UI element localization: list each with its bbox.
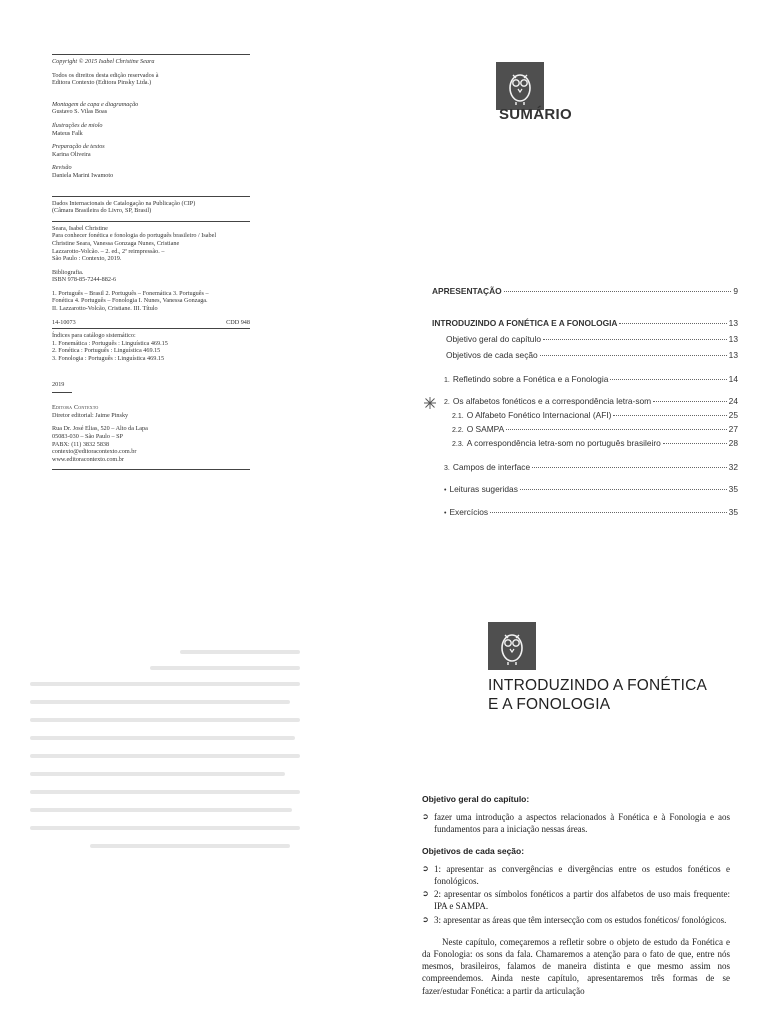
arrow-bullet-icon: ➲: [422, 914, 429, 924]
objectives-heading: Objetivos de cada seção:: [422, 845, 525, 856]
toc-entry[interactable]: • Exercícios 35: [444, 507, 738, 517]
toc-entry[interactable]: 1. Refletindo sobre a Fonética e a Fonologia 14: [444, 374, 738, 384]
arrow-bullet-icon: ➲: [422, 863, 429, 873]
publisher: Editora Contexto Diretor editorial: Jaime Pinsky: [52, 404, 129, 419]
credit-revision: Revisão Daniela Marini Iwamoto: [52, 164, 114, 179]
arrow-bullet-icon: ➲: [422, 889, 429, 899]
objective-item: ➲ 1: apresentar as convergências e divergências entre os estudos fonéticos e fonológicos.: [422, 863, 730, 887]
toc-entry[interactable]: INTRODUZINDO A FONÉTICA E A FONOLOGIA 13: [432, 318, 738, 328]
copyright-page: [52, 54, 250, 473]
owl-icon: [488, 622, 536, 670]
publisher-address: Rua Dr. José Elias, 520 – Alto da Lapa 05083-030 – São Paulo – SP PABX: (11) 3832 5838 contexto@editoracontexto.com.br www.editoracontexto.com.br: [52, 425, 148, 463]
intro-paragraph: Neste capítulo, começaremos a refletir sobre o objeto de estudo da Fonética e da Fonologia: os sons da fala. Chamaremos a atenção para o fato de que, entre nós mesmos, brasileiros, falamos de maneira distinta e que mesmo assim nos compreendemos. Ainda neste capítulo, apresentaremos três formas de se fazer/estudar Fonética: a partir da articulação: [422, 936, 730, 996]
objective-item: ➲ 2: apresentar os símbolos fonéticos a partir dos alfabetos de uso mais frequente: IPA e SAMPA.: [422, 889, 730, 912]
bleed-through-texture: [30, 570, 310, 870]
chapter-title: INTRODUZINDO A FONÉTICA E A FONOLOGIA: [488, 677, 708, 713]
toc-entry[interactable]: Objetivo geral do capítulo 13: [446, 334, 738, 344]
rights-notice: Todos os direitos desta edição reservados à Editora Contexto (Editora Pinsky Ltda.): [52, 71, 159, 87]
catalog-numbers: 14-10073 CDD 948: [52, 318, 250, 326]
print-year: 2019: [52, 380, 65, 388]
credit-preparation: Preparação de textos Karina Oliveira: [52, 143, 105, 158]
owl-icon: [496, 62, 544, 110]
cip-heading: Dados Internacionais de Catalogação na Publicação (CIP) (Câmara Brasileira do Livro, SP, Brasil): [52, 199, 196, 215]
toc-entry[interactable]: Objetivos de cada seção 13: [446, 350, 738, 360]
copyright-line: Copyright © 2015 Isabel Christine Seara: [52, 58, 155, 65]
goal-heading: Objetivo geral do capítulo:: [422, 794, 530, 804]
toc-entry[interactable]: 3. Campos de interface 32: [444, 462, 738, 472]
toc-entry[interactable]: APRESENTAÇÃO 9: [432, 286, 738, 296]
summary-title: SUMÁRIO: [499, 106, 572, 123]
arrow-bullet-icon: ➲: [422, 812, 429, 822]
subjects: 1. Português – Brasil 2. Português – Fonemática 3. Português – Fonética 4. Português – Fonologia I. Nunes, Vanessa Gonzaga. II. Lazzarotto-Volcão, Cristiane. III. Título: [52, 289, 209, 313]
toc-entry[interactable]: 2. Os alfabetos fonéticos e a correspondência letra-som 24: [444, 396, 738, 406]
goal-item: ➲ fazer uma introdução a aspectos relacionados à Fonética e à Fonologia e aos fundamentos para a iniciação nessas áreas.: [422, 812, 730, 835]
bibliography: Bibliografia. ISBN 978-85-7244-882-6: [52, 268, 117, 284]
toc-entry[interactable]: 2.2. O SAMPA 27: [452, 424, 738, 434]
objective-item: ➲ 3: apresentar as áreas que têm intersecção com os estudos fonéticos/ fonológicos.: [422, 914, 727, 925]
catalog-entry: Seara, Isabel Christine Para conhecer fonética e fonologia do português brasileiro / Isabel Christine Seara, Vanessa Gonzaga Nunes, Cristiane Lazzarotto-Volcão. – 2. ed., 2ª reimpressão. – São Paulo : Contexto, 2019.: [52, 224, 217, 263]
chapter-body: [422, 793, 730, 997]
top-rule: [52, 54, 250, 55]
credit-cover: Montagem de capa e diagramação Gustavo S. Vilas Boas: [52, 100, 139, 116]
asterisk-mark-icon: [424, 396, 436, 414]
systematic-index: Índices para catálogo sistemático: 1. Fonemática : Português : Linguística 469.15 2. Fonética : Português : Linguística 469.15 3. Fonologia : Português : Linguística 469.15: [52, 332, 168, 363]
toc-entry[interactable]: 2.3. A correspondência letra-som no português brasileiro 28: [452, 438, 738, 448]
toc-entry[interactable]: 2.1. O Alfabeto Fonético Internacional (AFI) 25: [452, 410, 738, 420]
credit-illustrations: Ilustrações de miolo Mateus Falk: [52, 121, 103, 137]
toc-entry[interactable]: • Leituras sugeridas 35: [444, 484, 738, 494]
